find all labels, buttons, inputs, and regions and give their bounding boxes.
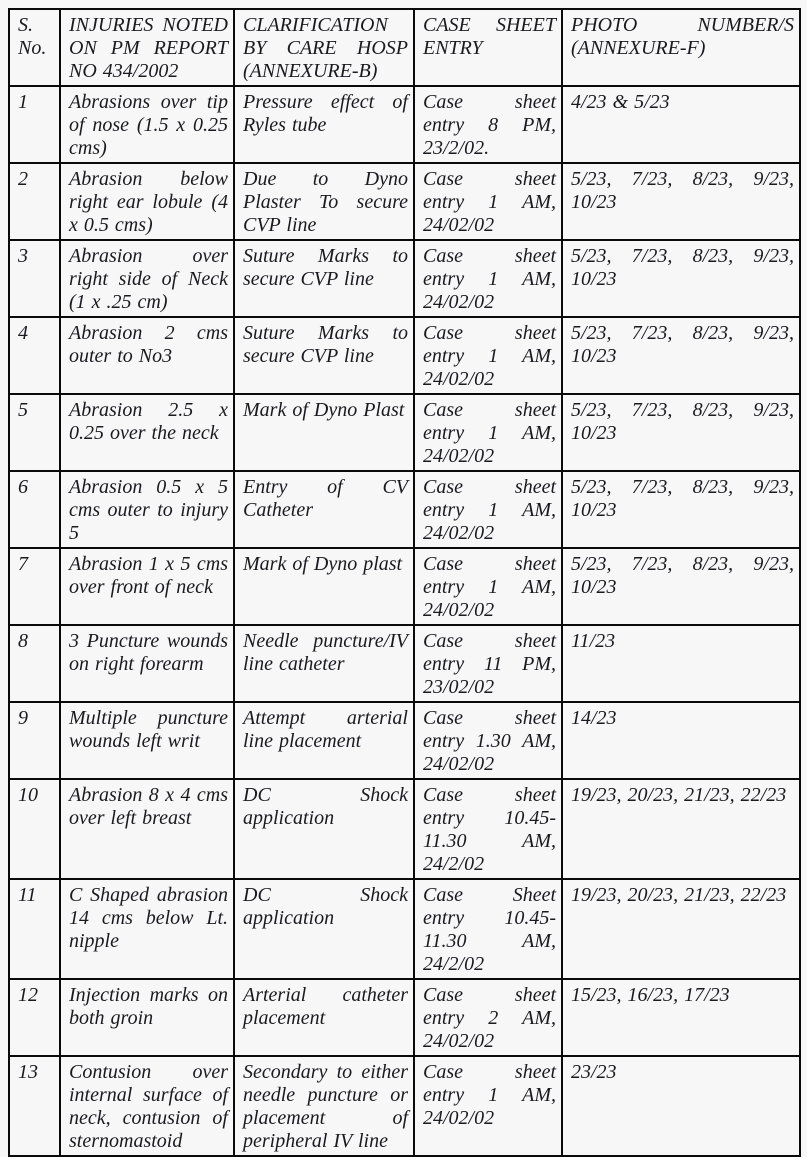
cell-injury: Multiple puncture wounds left writ (60, 702, 234, 779)
header-sno: S. No. (9, 9, 60, 86)
cell-injury: Abrasion 2.5 x 0.25 over the neck (60, 394, 234, 471)
cell-sno: 5 (9, 394, 60, 471)
cell-clarification: Secondary to either needle puncture or placement of peripheral IV line (234, 1056, 414, 1156)
cell-clarification: DC Shock application (234, 879, 414, 979)
cell-photos: 11/23 (562, 625, 800, 702)
cell-injury: Contusion over internal surface of neck, contusion of sternomastoid (60, 1056, 234, 1156)
cell-sno: 9 (9, 702, 60, 779)
cell-sno: 3 (9, 240, 60, 317)
cell-case-entry: Case sheet entry 1 AM, 24/02/02 (414, 548, 562, 625)
cell-clarification: Mark of Dyno Plast (234, 394, 414, 471)
cell-case-entry: Case sheet entry 1 AM, 24/02/02 (414, 240, 562, 317)
cell-sno: 8 (9, 625, 60, 702)
table-row (9, 86, 800, 163)
cell-case-entry: Case sheet entry 1.30 AM, 24/02/02 (414, 702, 562, 779)
table-row (9, 979, 800, 1056)
cell-injury: Abrasion below right ear lobule (4 x 0.5 cms) (60, 163, 234, 240)
cell-clarification: Suture Marks to secure CVP line (234, 317, 414, 394)
header-case-sheet-entry: CASE SHEET ENTRY (414, 9, 562, 86)
cell-injury: Abrasion over right side of Neck (1 x .25 cm) (60, 240, 234, 317)
cell-case-entry: Case sheet entry 1 AM, 24/02/02 (414, 163, 562, 240)
cell-case-entry: Case sheet entry 1 AM, 24/02/02 (414, 471, 562, 548)
cell-sno: 6 (9, 471, 60, 548)
cell-clarification: Pressure effect of Ryles tube (234, 86, 414, 163)
cell-injury: Abrasion 0.5 x 5 cms outer to injury 5 (60, 471, 234, 548)
cell-sno: 13 (9, 1056, 60, 1156)
cell-case-entry: Case sheet entry 2 AM, 24/02/02 (414, 979, 562, 1056)
cell-injury: Abrasions over tip of nose (1.5 x 0.25 cms) (60, 86, 234, 163)
cell-case-entry: Case sheet entry 8 PM, 23/2/02. (414, 86, 562, 163)
cell-sno: 10 (9, 779, 60, 879)
cell-photos: 5/23, 7/23, 8/23, 9/23, 10/23 (562, 240, 800, 317)
cell-photos: 23/23 (562, 1056, 800, 1156)
cell-clarification: Entry of CV Catheter (234, 471, 414, 548)
cell-sno: 4 (9, 317, 60, 394)
cell-photos: 5/23, 7/23, 8/23, 9/23, 10/23 (562, 394, 800, 471)
table-row (9, 163, 800, 240)
header-clarification: CLARIFICATION BY CARE HOSP (ANNEXURE-B) (234, 9, 414, 86)
cell-injury: Abrasion 1 x 5 cms over front of neck (60, 548, 234, 625)
cell-sno: 12 (9, 979, 60, 1056)
cell-injury: Injection marks on both groin (60, 979, 234, 1056)
table-row (9, 702, 800, 779)
cell-clarification: Attempt arterial line placement (234, 702, 414, 779)
cell-injury: Abrasion 2 cms outer to No3 (60, 317, 234, 394)
cell-photos: 5/23, 7/23, 8/23, 9/23, 10/23 (562, 317, 800, 394)
cell-case-entry: Case sheet entry 1 AM, 24/02/02 (414, 1056, 562, 1156)
table-row (9, 394, 800, 471)
cell-injury: 3 Puncture wounds on right forearm (60, 625, 234, 702)
table-row (9, 779, 800, 879)
cell-sno: 1 (9, 86, 60, 163)
table-row (9, 317, 800, 394)
cell-clarification: Needle puncture/IV line catheter (234, 625, 414, 702)
cell-photos: 14/23 (562, 702, 800, 779)
cell-clarification: Mark of Dyno plast (234, 548, 414, 625)
table-row (9, 625, 800, 702)
cell-sno: 7 (9, 548, 60, 625)
table-row (9, 879, 800, 979)
cell-injury: Abrasion 8 x 4 cms over left breast (60, 779, 234, 879)
table-row (9, 240, 800, 317)
cell-clarification: Due to Dyno Plaster To secure CVP line (234, 163, 414, 240)
table-row (9, 548, 800, 625)
cell-injury: C Shaped abrasion 14 cms below Lt. nipple (60, 879, 234, 979)
cell-photos: 5/23, 7/23, 8/23, 9/23, 10/23 (562, 471, 800, 548)
cell-case-entry: Case sheet entry 11 PM, 23/02/02 (414, 625, 562, 702)
cell-clarification: Suture Marks to secure CVP line (234, 240, 414, 317)
table-header-row (9, 9, 800, 86)
cell-photos: 19/23, 20/23, 21/23, 22/23 (562, 879, 800, 979)
cell-photos: 5/23, 7/23, 8/23, 9/23, 10/23 (562, 163, 800, 240)
table-row (9, 1056, 800, 1156)
cell-sno: 2 (9, 163, 60, 240)
cell-case-entry: Case sheet entry 1 AM, 24/02/02 (414, 317, 562, 394)
cell-clarification: DC Shock application (234, 779, 414, 879)
cell-photos: 5/23, 7/23, 8/23, 9/23, 10/23 (562, 548, 800, 625)
header-photo-numbers: PHOTO NUMBER/S (ANNEXURE-F) (562, 9, 800, 86)
header-injuries: INJURIES NOTED ON PM REPORT NO 434/2002 (60, 9, 234, 86)
injuries-clarification-table (8, 8, 801, 1157)
cell-sno: 11 (9, 879, 60, 979)
cell-photos: 19/23, 20/23, 21/23, 22/23 (562, 779, 800, 879)
cell-photos: 4/23 & 5/23 (562, 86, 800, 163)
cell-case-entry: Case Sheet entry 10.45- 11.30 AM, 24/2/02 (414, 879, 562, 979)
table-row (9, 471, 800, 548)
cell-clarification: Arterial catheter placement (234, 979, 414, 1056)
cell-case-entry: Case sheet entry 1 AM, 24/02/02 (414, 394, 562, 471)
cell-case-entry: Case sheet entry 10.45-11.30 AM, 24/2/02 (414, 779, 562, 879)
cell-photos: 15/23, 16/23, 17/23 (562, 979, 800, 1056)
